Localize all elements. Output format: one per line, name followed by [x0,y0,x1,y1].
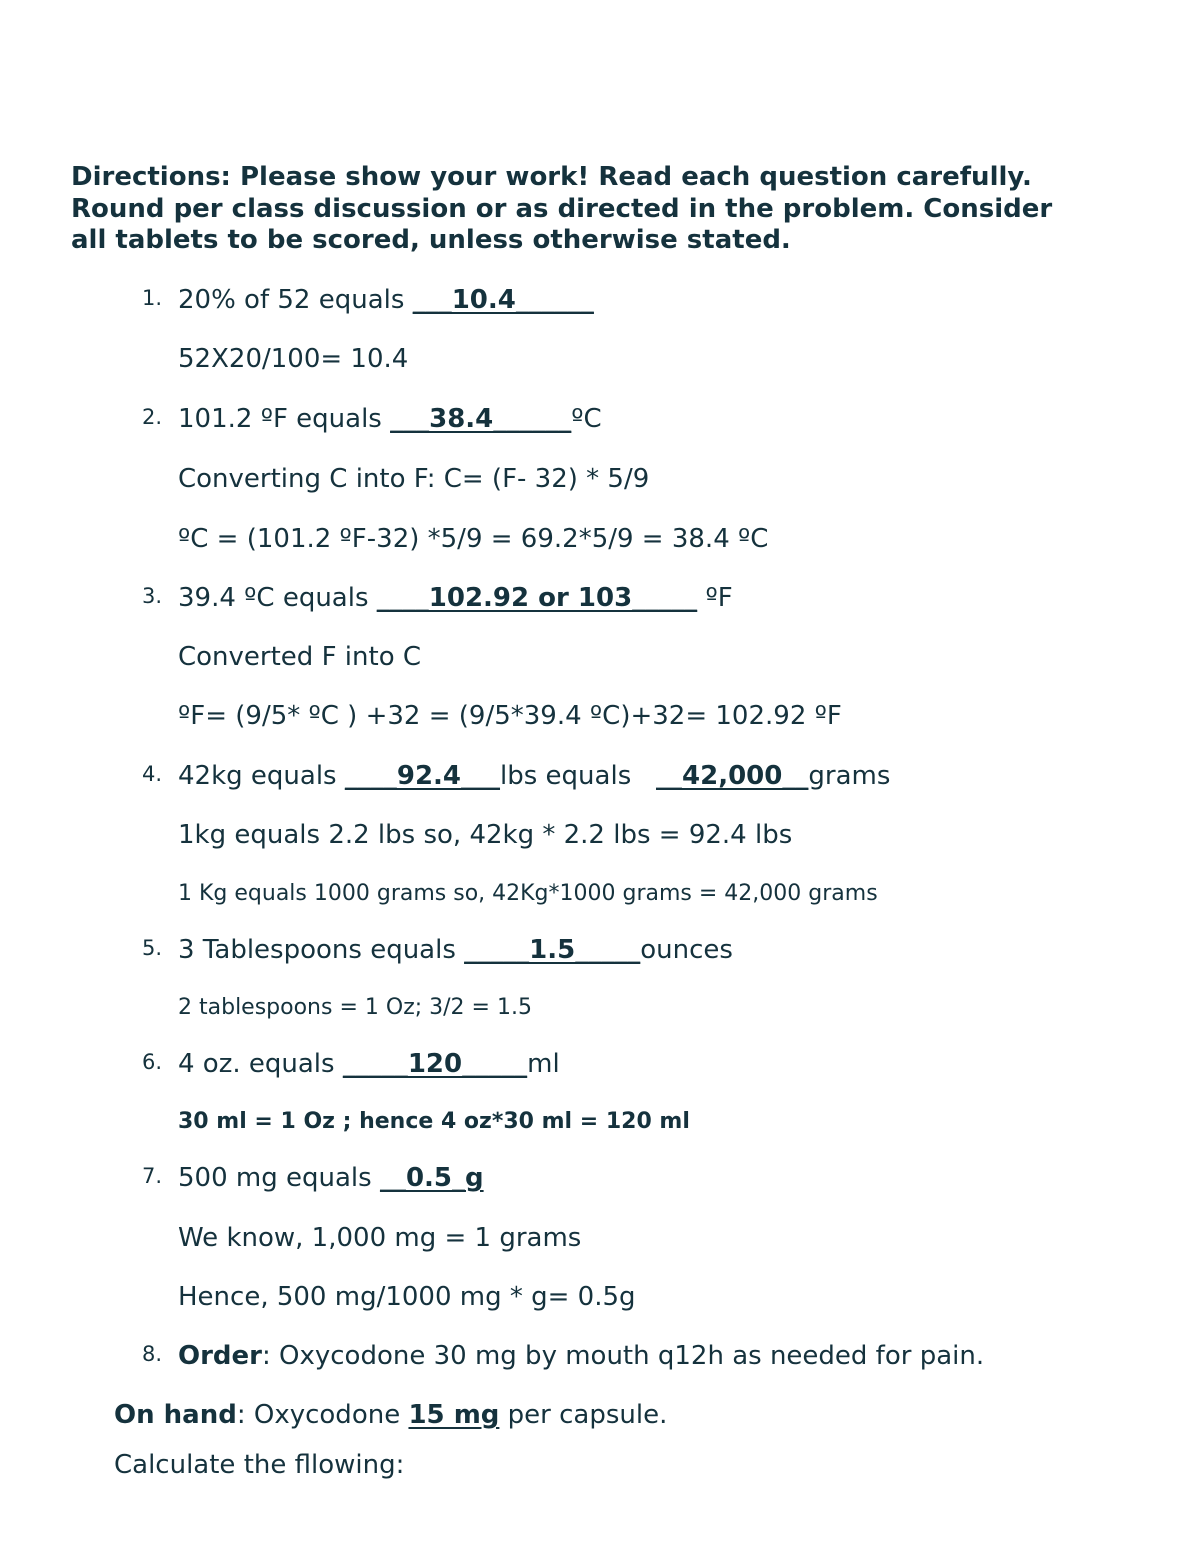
question-number: 8. [141,1342,162,1366]
question-2: 101.2 ºF equals ___38.4______ºC [178,404,602,434]
question-number: 5. [141,936,162,960]
question-number: 7. [141,1164,162,1188]
question-number: 2. [141,405,162,429]
answer-blank: _____1.5_____ [464,935,641,965]
work-line: 1 Kg equals 1000 grams so, 42Kg*1000 grams = 42,000 grams [178,881,878,906]
question-3: 39.4 ºC equals ____102.92 or 103_____ ºF [178,583,733,613]
work-line: Hence, 500 mg/1000 mg * g= 0.5g [178,1282,636,1312]
answer-blank: _____120_____ [342,1049,528,1079]
on-hand-line: On hand: Oxycodone 15 mg per capsule. [114,1400,668,1430]
work-line: 52X20/100= 10.4 [178,344,409,374]
work-line: 2 tablespoons = 1 Oz; 3/2 = 1.5 [178,995,532,1020]
work-line: We know, 1,000 mg = 1 grams [178,1223,582,1253]
answer-blank: __0.5_g [379,1163,484,1193]
question-4: 42kg equals ____92.4___lbs equals __42,000__grams [178,761,891,791]
question-number: 1. [141,286,162,310]
work-line: ºC = (101.2 ºF-32) *5/9 = 69.2*5/9 = 38.4 ºC [178,524,769,554]
question-1: 20% of 52 equals ___10.4______ [178,285,594,315]
question-8: Order: Oxycodone 30 mg by mouth q12h as needed for pain. [178,1341,985,1371]
directions-line-3: all tablets to be scored, unless otherwise stated. [71,225,791,255]
on-hand-label: On hand [114,1400,237,1430]
work-line: Converted F into C [178,642,422,672]
directions-line-2: Round per class discussion or as directed in the problem. Consider [71,194,1053,224]
answer-blank: ___38.4______ [390,404,572,434]
answer-blank: __42,000__ [656,761,809,791]
work-line: 1kg equals 2.2 lbs so, 42kg * 2.2 lbs = 92.4 lbs [178,820,793,850]
question-7: 500 mg equals __0.5_g [178,1163,484,1193]
question-6: 4 oz. equals _____120_____ml [178,1049,560,1079]
answer-blank: ____92.4___ [344,761,501,791]
answer-blank: ___10.4______ [412,285,594,315]
answer-blank: ____102.92 or 103_____ [376,583,698,613]
on-hand-dose: 15 mg [408,1400,500,1430]
work-line: ºF= (9/5* ºC ) +32 = (9/5*39.4 ºC)+32= 102.92 ºF [178,701,842,731]
directions-line-1: Directions: Please show your work! Read each question carefully. [71,162,1032,192]
question-5: 3 Tablespoons equals _____1.5_____ounces [178,935,733,965]
work-line: 30 ml = 1 Oz ; hence 4 oz*30 ml = 120 ml [178,1109,690,1134]
work-line: Converting C into F: C= (F- 32) * 5/9 [178,464,650,494]
question-number: 4. [141,762,162,786]
question-number: 3. [141,584,162,608]
calculate-line: Calculate the fllowing: [114,1450,405,1480]
question-number: 6. [141,1050,162,1074]
order-label: Order [178,1341,262,1371]
